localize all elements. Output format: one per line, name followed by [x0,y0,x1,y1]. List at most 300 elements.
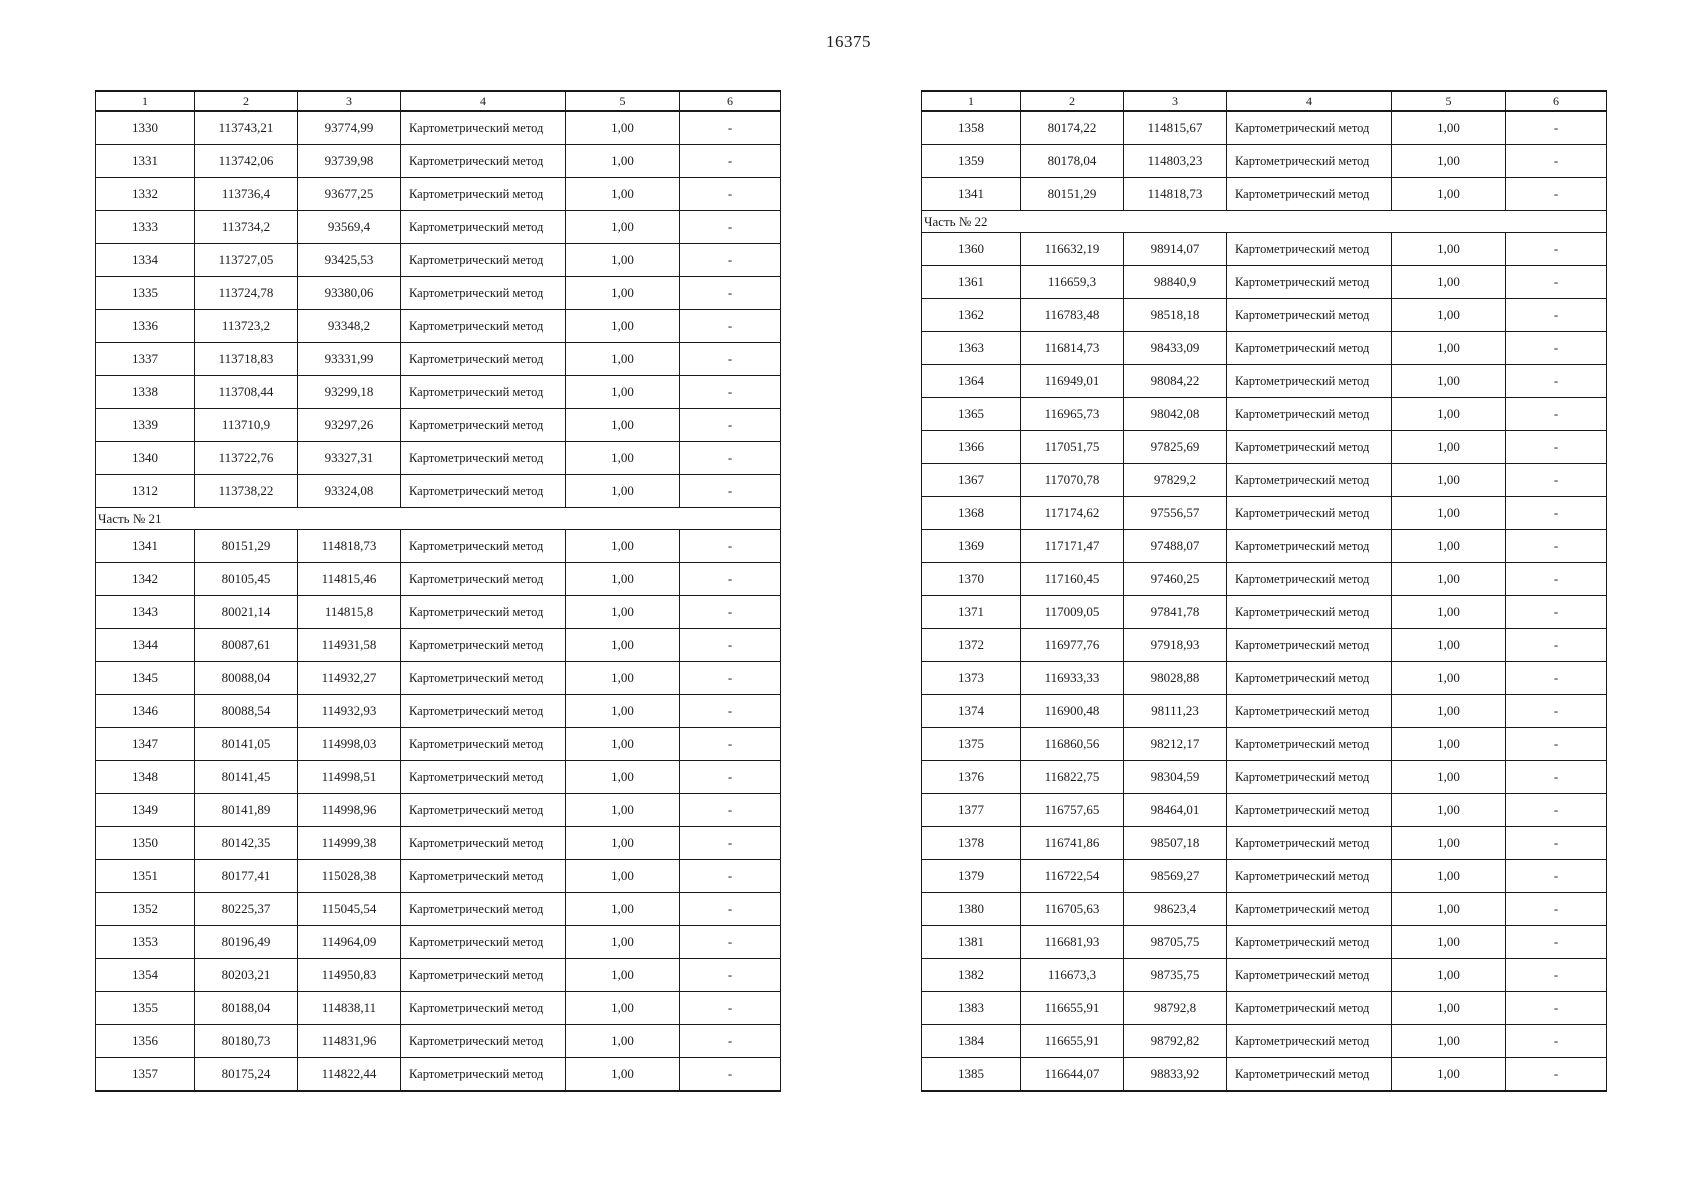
coord-x-cell: 113738,22 [195,475,298,508]
coord-y-cell: 98569,27 [1124,860,1227,893]
coord-y-cell: 98028,88 [1124,662,1227,695]
accuracy-cell: 1,00 [566,992,680,1025]
note-cell: - [1506,266,1607,299]
note-cell: - [680,596,781,629]
point-number-cell: 1370 [922,563,1021,596]
accuracy-cell: 1,00 [566,695,680,728]
method-cell: Картометрический метод [1227,662,1392,695]
method-cell: Картометрический метод [401,926,566,959]
coord-x-cell: 80177,41 [195,860,298,893]
coord-x-cell: 80142,35 [195,827,298,860]
point-number-cell: 1379 [922,860,1021,893]
table-row [96,926,781,959]
point-number-cell: 1360 [922,233,1021,266]
accuracy-cell: 1,00 [1392,111,1506,145]
note-cell: - [1506,365,1607,398]
coordinates-table-right [921,90,1607,1092]
point-number-cell: 1383 [922,992,1021,1025]
accuracy-cell: 1,00 [1392,596,1506,629]
note-cell: - [680,893,781,926]
coord-y-cell: 98914,07 [1124,233,1227,266]
accuracy-cell: 1,00 [1392,145,1506,178]
table-row [96,893,781,926]
coord-x-cell: 116783,48 [1021,299,1124,332]
accuracy-cell: 1,00 [566,376,680,409]
note-cell: - [680,860,781,893]
method-cell: Картометрический метод [1227,398,1392,431]
accuracy-cell: 1,00 [566,893,680,926]
method-cell: Картометрический метод [401,563,566,596]
coord-y-cell: 98084,22 [1124,365,1227,398]
accuracy-cell: 1,00 [566,343,680,376]
method-cell: Картометрический метод [401,244,566,277]
coord-y-cell: 98833,92 [1124,1058,1227,1092]
accuracy-cell: 1,00 [566,563,680,596]
coord-y-cell: 98304,59 [1124,761,1227,794]
method-cell: Картометрический метод [1227,497,1392,530]
accuracy-cell: 1,00 [1392,1025,1506,1058]
note-cell: - [1506,1058,1607,1092]
accuracy-cell: 1,00 [566,409,680,442]
note-cell: - [1506,959,1607,992]
coord-y-cell: 114998,96 [298,794,401,827]
coord-x-cell: 116933,33 [1021,662,1124,695]
point-number-cell: 1335 [96,277,195,310]
coord-x-cell: 116949,01 [1021,365,1124,398]
accuracy-cell: 1,00 [1392,365,1506,398]
point-number-cell: 1341 [922,178,1021,211]
coord-x-cell: 80141,05 [195,728,298,761]
method-cell: Картометрический метод [401,145,566,178]
table-row [922,695,1607,728]
page-number: 16375 [826,32,871,51]
accuracy-cell: 1,00 [1392,992,1506,1025]
accuracy-cell: 1,00 [1392,794,1506,827]
method-cell: Картометрический метод [1227,695,1392,728]
coord-x-cell: 80188,04 [195,992,298,1025]
table-row [922,794,1607,827]
point-number-cell: 1341 [96,530,195,563]
point-number-cell: 1368 [922,497,1021,530]
point-number-cell: 1359 [922,145,1021,178]
note-cell: - [680,409,781,442]
method-cell: Картометрический метод [1227,860,1392,893]
point-number-cell: 1336 [96,310,195,343]
table-row [922,398,1607,431]
coord-x-cell: 113727,05 [195,244,298,277]
coord-y-cell: 114803,23 [1124,145,1227,178]
coord-x-cell: 113724,78 [195,277,298,310]
method-cell: Картометрический метод [1227,1058,1392,1092]
table-row [96,343,781,376]
coord-y-cell: 114818,73 [298,530,401,563]
coord-y-cell: 93380,06 [298,277,401,310]
coord-y-cell: 93297,26 [298,409,401,442]
coord-x-cell: 116655,91 [1021,1025,1124,1058]
table-row [922,959,1607,992]
coord-y-cell: 98792,82 [1124,1025,1227,1058]
accuracy-cell: 1,00 [1392,926,1506,959]
coord-x-cell: 113734,2 [195,211,298,244]
point-number-cell: 1357 [96,1058,195,1092]
method-cell: Картометрический метод [1227,992,1392,1025]
coord-x-cell: 117174,62 [1021,497,1124,530]
note-cell: - [680,442,781,475]
point-number-cell: 1377 [922,794,1021,827]
accuracy-cell: 1,00 [1392,398,1506,431]
note-cell: - [680,244,781,277]
method-cell: Картометрический метод [401,211,566,244]
point-number-cell: 1375 [922,728,1021,761]
accuracy-cell: 1,00 [566,926,680,959]
table-row [922,1025,1607,1058]
part-heading: Часть № 21 [96,508,781,530]
coord-x-cell: 80178,04 [1021,145,1124,178]
method-cell: Картометрический метод [401,794,566,827]
part-heading-row [922,211,1607,233]
point-number-cell: 1381 [922,926,1021,959]
table-row [96,310,781,343]
note-cell: - [680,761,781,794]
note-cell: - [680,629,781,662]
column-header-3: 3 [1124,91,1227,111]
coord-y-cell: 98111,23 [1124,695,1227,728]
note-cell: - [680,145,781,178]
coord-y-cell: 93299,18 [298,376,401,409]
note-cell: - [680,310,781,343]
coord-y-cell: 98518,18 [1124,299,1227,332]
method-cell: Картометрический метод [401,475,566,508]
note-cell: - [680,926,781,959]
table-row [96,695,781,728]
table-row [96,860,781,893]
coord-y-cell: 97460,25 [1124,563,1227,596]
note-cell: - [1506,761,1607,794]
point-number-cell: 1346 [96,695,195,728]
coord-y-cell: 93327,31 [298,442,401,475]
method-cell: Картометрический метод [1227,431,1392,464]
coord-y-cell: 93774,99 [298,111,401,145]
coord-y-cell: 97556,57 [1124,497,1227,530]
accuracy-cell: 1,00 [566,145,680,178]
coord-y-cell: 114932,27 [298,662,401,695]
accuracy-cell: 1,00 [1392,497,1506,530]
coord-y-cell: 115028,38 [298,860,401,893]
column-header-5: 5 [1392,91,1506,111]
accuracy-cell: 1,00 [1392,332,1506,365]
coord-y-cell: 114815,46 [298,563,401,596]
column-header-4: 4 [1227,91,1392,111]
note-cell: - [1506,464,1607,497]
method-cell: Картометрический метод [1227,178,1392,211]
point-number-cell: 1361 [922,266,1021,299]
accuracy-cell: 1,00 [566,860,680,893]
note-cell: - [680,277,781,310]
note-cell: - [680,178,781,211]
accuracy-cell: 1,00 [566,662,680,695]
coord-x-cell: 80141,89 [195,794,298,827]
table-header-row [922,91,1607,111]
method-cell: Картометрический метод [401,893,566,926]
table-row [922,233,1607,266]
coord-x-cell: 80088,04 [195,662,298,695]
coord-y-cell: 115045,54 [298,893,401,926]
table-row [96,596,781,629]
method-cell: Картометрический метод [1227,629,1392,662]
coord-x-cell: 80088,54 [195,695,298,728]
coord-x-cell: 116673,3 [1021,959,1124,992]
coord-y-cell: 93739,98 [298,145,401,178]
point-number-cell: 1352 [96,893,195,926]
coord-y-cell: 93569,4 [298,211,401,244]
note-cell: - [680,111,781,145]
table-row [922,728,1607,761]
table-row [922,299,1607,332]
coord-x-cell: 117009,05 [1021,596,1124,629]
coord-x-cell: 116814,73 [1021,332,1124,365]
coord-x-cell: 116860,56 [1021,728,1124,761]
coord-x-cell: 80021,14 [195,596,298,629]
note-cell: - [680,662,781,695]
coord-y-cell: 93348,2 [298,310,401,343]
table-row [96,178,781,211]
coord-y-cell: 97825,69 [1124,431,1227,464]
accuracy-cell: 1,00 [1392,860,1506,893]
column-header-5: 5 [566,91,680,111]
accuracy-cell: 1,00 [566,827,680,860]
method-cell: Картометрический метод [1227,530,1392,563]
table-row [922,827,1607,860]
point-number-cell: 1338 [96,376,195,409]
point-number-cell: 1363 [922,332,1021,365]
coord-x-cell: 80141,45 [195,761,298,794]
coord-x-cell: 116900,48 [1021,695,1124,728]
coord-y-cell: 98705,75 [1124,926,1227,959]
method-cell: Картометрический метод [401,530,566,563]
accuracy-cell: 1,00 [566,1058,680,1092]
coord-x-cell: 80087,61 [195,629,298,662]
table-row [922,266,1607,299]
coord-y-cell: 114932,93 [298,695,401,728]
table-row [922,497,1607,530]
coord-x-cell: 117160,45 [1021,563,1124,596]
coord-y-cell: 93677,25 [298,178,401,211]
method-cell: Картометрический метод [1227,111,1392,145]
coord-x-cell: 117051,75 [1021,431,1124,464]
note-cell: - [1506,893,1607,926]
note-cell: - [1506,728,1607,761]
point-number-cell: 1364 [922,365,1021,398]
coord-x-cell: 80174,22 [1021,111,1124,145]
accuracy-cell: 1,00 [566,442,680,475]
coord-y-cell: 114931,58 [298,629,401,662]
method-cell: Картометрический метод [1227,1025,1392,1058]
coord-y-cell: 114831,96 [298,1025,401,1058]
coord-x-cell: 116659,3 [1021,266,1124,299]
note-cell: - [680,475,781,508]
coord-x-cell: 116741,86 [1021,827,1124,860]
accuracy-cell: 1,00 [566,244,680,277]
accuracy-cell: 1,00 [1392,431,1506,464]
method-cell: Картометрический метод [401,728,566,761]
accuracy-cell: 1,00 [1392,563,1506,596]
point-number-cell: 1349 [96,794,195,827]
method-cell: Картометрический метод [401,761,566,794]
note-cell: - [680,728,781,761]
point-number-cell: 1332 [96,178,195,211]
accuracy-cell: 1,00 [566,761,680,794]
note-cell: - [1506,563,1607,596]
accuracy-cell: 1,00 [566,728,680,761]
accuracy-cell: 1,00 [1392,629,1506,662]
method-cell: Картометрический метод [1227,299,1392,332]
method-cell: Картометрический метод [401,111,566,145]
coord-x-cell: 116705,63 [1021,893,1124,926]
note-cell: - [1506,299,1607,332]
point-number-cell: 1371 [922,596,1021,629]
method-cell: Картометрический метод [401,277,566,310]
method-cell: Картометрический метод [1227,563,1392,596]
point-number-cell: 1365 [922,398,1021,431]
coord-x-cell: 80105,45 [195,563,298,596]
point-number-cell: 1358 [922,111,1021,145]
column-header-6: 6 [680,91,781,111]
coord-x-cell: 113722,76 [195,442,298,475]
method-cell: Картометрический метод [401,827,566,860]
coord-y-cell: 97918,93 [1124,629,1227,662]
coord-y-cell: 98507,18 [1124,827,1227,860]
note-cell: - [1506,530,1607,563]
coord-x-cell: 80151,29 [195,530,298,563]
coord-x-cell: 80175,24 [195,1058,298,1092]
column-header-1: 1 [922,91,1021,111]
table-row [96,761,781,794]
coord-y-cell: 97841,78 [1124,596,1227,629]
coord-y-cell: 114999,38 [298,827,401,860]
note-cell: - [1506,860,1607,893]
coord-y-cell: 93331,99 [298,343,401,376]
table-row [922,893,1607,926]
coord-x-cell: 116632,19 [1021,233,1124,266]
accuracy-cell: 1,00 [566,111,680,145]
point-number-cell: 1345 [96,662,195,695]
note-cell: - [680,794,781,827]
method-cell: Картометрический метод [401,376,566,409]
coord-x-cell: 117171,47 [1021,530,1124,563]
coord-x-cell: 113743,21 [195,111,298,145]
method-cell: Картометрический метод [1227,926,1392,959]
coord-x-cell: 117070,78 [1021,464,1124,497]
point-number-cell: 1339 [96,409,195,442]
accuracy-cell: 1,00 [566,211,680,244]
coord-x-cell: 80196,49 [195,926,298,959]
method-cell: Картометрический метод [1227,728,1392,761]
table-row [96,1058,781,1092]
method-cell: Картометрический метод [1227,761,1392,794]
accuracy-cell: 1,00 [1392,530,1506,563]
table-row [922,178,1607,211]
point-number-cell: 1367 [922,464,1021,497]
table-row [922,662,1607,695]
point-number-cell: 1362 [922,299,1021,332]
table-header-row [96,91,781,111]
method-cell: Картометрический метод [401,409,566,442]
coord-x-cell: 80225,37 [195,893,298,926]
coord-y-cell: 114815,8 [298,596,401,629]
coord-y-cell: 93425,53 [298,244,401,277]
note-cell: - [1506,992,1607,1025]
point-number-cell: 1384 [922,1025,1021,1058]
point-number-cell: 1374 [922,695,1021,728]
coord-x-cell: 113736,4 [195,178,298,211]
point-number-cell: 1312 [96,475,195,508]
table-row [96,530,781,563]
method-cell: Картометрический метод [1227,959,1392,992]
coord-x-cell: 116644,07 [1021,1058,1124,1092]
table-row [96,794,781,827]
coord-x-cell: 113708,44 [195,376,298,409]
column-header-6: 6 [1506,91,1607,111]
method-cell: Картометрический метод [401,1058,566,1092]
note-cell: - [680,211,781,244]
column-header-2: 2 [1021,91,1124,111]
method-cell: Картометрический метод [401,695,566,728]
note-cell: - [680,376,781,409]
point-number-cell: 1366 [922,431,1021,464]
coord-x-cell: 80151,29 [1021,178,1124,211]
note-cell: - [680,695,781,728]
note-cell: - [1506,398,1607,431]
coord-x-cell: 116681,93 [1021,926,1124,959]
coord-y-cell: 98735,75 [1124,959,1227,992]
coord-x-cell: 113723,2 [195,310,298,343]
accuracy-cell: 1,00 [566,310,680,343]
table-row [96,662,781,695]
coord-y-cell: 98433,09 [1124,332,1227,365]
table-row [922,145,1607,178]
point-number-cell: 1356 [96,1025,195,1058]
coord-y-cell: 97488,07 [1124,530,1227,563]
point-number-cell: 1337 [96,343,195,376]
point-number-cell: 1344 [96,629,195,662]
point-number-cell: 1347 [96,728,195,761]
note-cell: - [1506,1025,1607,1058]
point-number-cell: 1355 [96,992,195,1025]
accuracy-cell: 1,00 [1392,266,1506,299]
method-cell: Картометрический метод [401,1025,566,1058]
coord-x-cell: 113742,06 [195,145,298,178]
table-row [922,596,1607,629]
table-row [922,431,1607,464]
coord-y-cell: 114815,67 [1124,111,1227,145]
accuracy-cell: 1,00 [566,530,680,563]
coord-x-cell: 116757,65 [1021,794,1124,827]
table-row [922,860,1607,893]
note-cell: - [680,827,781,860]
accuracy-cell: 1,00 [1392,761,1506,794]
method-cell: Картометрический метод [401,596,566,629]
accuracy-cell: 1,00 [566,596,680,629]
coord-y-cell: 98623,4 [1124,893,1227,926]
coord-y-cell: 114838,11 [298,992,401,1025]
coord-x-cell: 116655,91 [1021,992,1124,1025]
note-cell: - [1506,629,1607,662]
method-cell: Картометрический метод [1227,893,1392,926]
coord-y-cell: 114822,44 [298,1058,401,1092]
method-cell: Картометрический метод [1227,233,1392,266]
method-cell: Картометрический метод [401,629,566,662]
accuracy-cell: 1,00 [566,277,680,310]
